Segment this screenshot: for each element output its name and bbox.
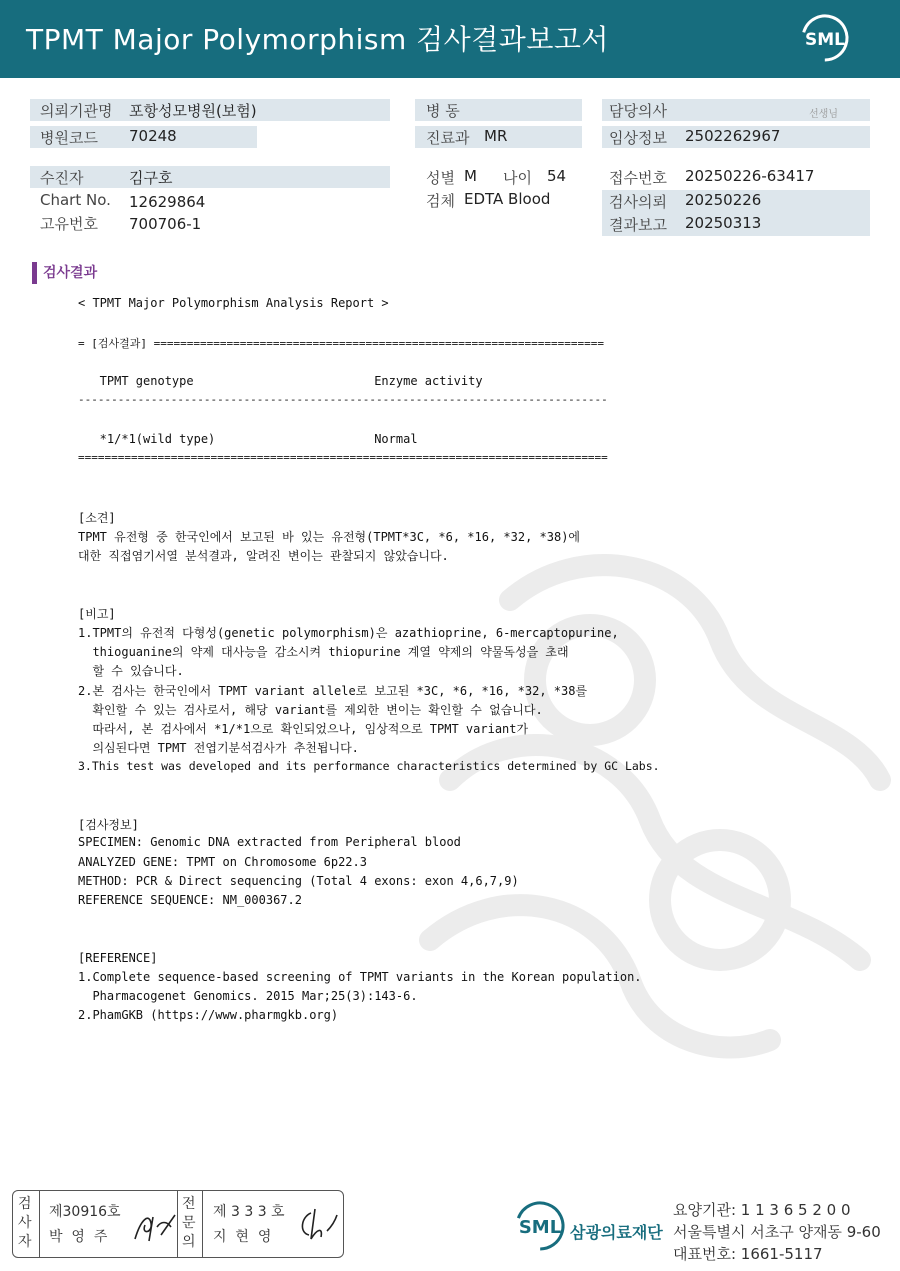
- report-line: ================================================================================: [78, 451, 608, 464]
- address: 서울특별시 서초구 양재동 9-60: [673, 1223, 881, 1241]
- report-line: = [검사결과] ====================================================================: [78, 337, 604, 350]
- phone: 대표번호: 1661-5117: [673, 1245, 823, 1263]
- report-body: [78, 294, 660, 1022]
- brand-name: 삼광의료재단: [570, 1223, 663, 1242]
- receipt-value: 20250226-63417: [685, 167, 815, 185]
- page-title: TPMT Major Polymorphism 검사결과보고서: [26, 23, 609, 56]
- report-line: --------------------------------------------------------------------------------: [78, 393, 608, 406]
- chart-value: 12629864: [129, 193, 206, 211]
- report-line: REFERENCE SEQUENCE: NM_000367.2: [78, 893, 302, 907]
- sml-logo-icon: [797, 12, 853, 64]
- doctor-label: 담당의사: [609, 102, 667, 120]
- specimen-value: EDTA Blood: [464, 190, 551, 208]
- report-line: TPMT 유전형 중 한국인에서 보고된 바 있는 유전형(TPMT*3C, *6, *16, *32, *38)에: [78, 530, 581, 544]
- age-value: 54: [547, 167, 567, 185]
- sex-value: M: [464, 167, 477, 185]
- sml-logo-text: SML: [805, 30, 845, 50]
- request-value: 20250226: [685, 191, 762, 209]
- specialist-no: 제 3 3 3 호: [213, 1204, 285, 1220]
- sex-label: 성별: [426, 169, 455, 187]
- unique-label: 고유번호: [40, 215, 98, 233]
- report-line: SPECIMEN: Genomic DNA extracted from Peripheral blood: [78, 835, 461, 849]
- sml-footer-logo-text: SML: [518, 1217, 562, 1238]
- report-line: 3.This test was developed and its performance characteristics determined by GC Labs.: [78, 759, 660, 773]
- hospital-code-value: 70248: [129, 127, 177, 145]
- clinical-info-label: 임상정보: [609, 129, 667, 147]
- report-date-label: 결과보고: [609, 216, 667, 234]
- report-line: thioguanine의 약제 대사능을 감소시켜 thiopurine 계열 약제의 약물독성을 초래: [78, 645, 569, 659]
- doctor-suffix: 선생님: [809, 109, 838, 120]
- report-line: [소견]: [78, 511, 116, 525]
- report-line: METHOD: PCR & Direct sequencing (Total 4 exons: exon 4,6,7,9): [78, 874, 519, 888]
- specimen-label: 검체: [426, 192, 455, 210]
- info-bar: [30, 166, 390, 188]
- report-line: TPMT genotype Enzyme activity: [78, 374, 483, 388]
- report-line: 할 수 있습니다.: [78, 664, 184, 678]
- report-line: [비고]: [78, 607, 116, 621]
- chart-label: Chart No.: [40, 191, 111, 209]
- page-header: [0, 0, 900, 78]
- sml-footer-logo-icon: [510, 1198, 570, 1254]
- specialist-signature-icon: [297, 1207, 339, 1243]
- report-line: ANALYZED GENE: TPMT on Chromosome 6p22.3: [78, 855, 367, 869]
- report-line: [REFERENCE]: [78, 951, 158, 965]
- report-line: 1.TPMT의 유전적 다형성(genetic polymorphism)은 azathioprine, 6-mercaptopurine,: [78, 626, 619, 640]
- org-code: 요양기관: 1 1 3 6 5 2 0 0: [673, 1201, 851, 1219]
- report-line: 확인할 수 있는 검사로서, 해당 variant를 제외한 변이는 확인할 수 없습니다.: [78, 703, 543, 717]
- patient-value: 김구호: [129, 169, 173, 187]
- institution-label: 의뢰기관명: [40, 102, 113, 120]
- report-line: Pharmacogenet Genomics. 2015 Mar;25(3):143-6.: [78, 989, 418, 1003]
- tester-signature-icon: [131, 1209, 177, 1243]
- report-line: < TPMT Major Polymorphism Analysis Report >: [78, 296, 389, 310]
- unique-value: 700706-1: [129, 215, 202, 233]
- divider: [177, 1191, 178, 1257]
- section-title: 검사결과: [32, 262, 97, 284]
- request-label: 검사의뢰: [609, 193, 667, 211]
- report-line: 대한 직접염기서열 분석결과, 알려진 변이는 관찰되지 않았습니다.: [78, 549, 449, 563]
- specialist-name: 지 현 영: [213, 1229, 272, 1245]
- tester-label: 검사자: [18, 1196, 32, 1250]
- report-line: 따라서, 본 검사에서 *1/*1으로 확인되었으나, 임상적으로 TPMT variant가: [78, 722, 529, 736]
- report-line: [검사정보]: [78, 818, 139, 832]
- divider: [39, 1191, 40, 1257]
- hospital-code-label: 병원코드: [40, 129, 98, 147]
- report-line: 의심된다면 TPMT 전엽기분석검사가 추천됩니다.: [78, 741, 359, 755]
- watermark-logo-icon: [390, 520, 900, 1080]
- ward-label: 병 동: [426, 102, 460, 120]
- patient-label: 수진자: [40, 169, 84, 187]
- report-line: 1.Complete sequence-based screening of TPMT variants in the Korean population.: [78, 970, 642, 984]
- dept-value: MR: [484, 127, 508, 145]
- tester-no: 제30916호: [49, 1204, 121, 1220]
- specialist-label: 전문의: [182, 1196, 196, 1250]
- report-date-value: 20250313: [685, 214, 762, 232]
- age-label: 나이: [503, 169, 532, 187]
- receipt-label: 접수번호: [609, 169, 667, 187]
- institution-value: 포항성모병원(보험): [129, 102, 257, 120]
- tester-name: 박 영 주: [49, 1229, 108, 1245]
- divider: [202, 1191, 203, 1257]
- report-line: *1/*1(wild type) Normal: [78, 432, 418, 446]
- clinical-info-value: 2502262967: [685, 127, 781, 145]
- report-line: 2.PhamGKB (https://www.pharmgkb.org): [78, 1008, 339, 1022]
- dept-label: 진료과: [426, 129, 470, 147]
- report-line: 2.본 검사는 한국인에서 TPMT variant allele로 보고된 *3C, *6, *16, *32, *38를: [78, 684, 588, 698]
- signature-box: [12, 1190, 344, 1258]
